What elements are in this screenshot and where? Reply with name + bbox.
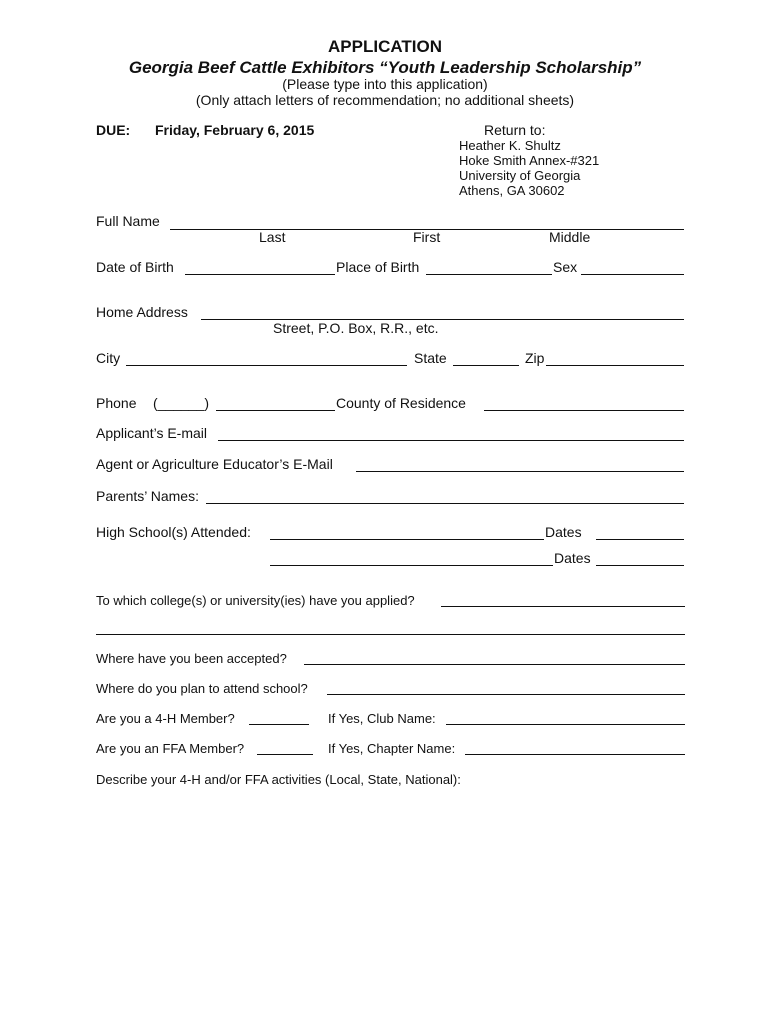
phone-field[interactable]	[216, 410, 335, 411]
attend-field[interactable]	[327, 694, 685, 695]
due-label: DUE:	[96, 122, 131, 138]
dob-label: Date of Birth	[96, 259, 174, 275]
return-name: Heather K. Shultz	[459, 138, 561, 153]
return-university: University of Georgia	[459, 168, 581, 183]
colleges-label: To which college(s) or university(ies) have you applied?	[96, 593, 415, 608]
ffa-field[interactable]	[257, 754, 313, 755]
agent-email-label: Agent or Agriculture Educator’s E-Mail	[96, 456, 333, 472]
accepted-label: Where have you been accepted?	[96, 651, 287, 666]
first-hint: First	[413, 229, 441, 245]
area-code-field[interactable]: (______)	[153, 395, 210, 411]
pob-label: Place of Birth	[336, 259, 420, 275]
city-field[interactable]	[126, 365, 407, 366]
colleges-field-2[interactable]	[96, 634, 685, 635]
dates-field-2[interactable]	[596, 565, 684, 566]
attend-label: Where do you plan to attend school?	[96, 681, 308, 696]
high-school-field-2[interactable]	[270, 565, 553, 566]
high-school-label: High School(s) Attended:	[96, 524, 251, 540]
return-building: Hoke Smith Annex-#321	[459, 153, 600, 168]
dob-field[interactable]	[185, 274, 335, 275]
zip-label: Zip	[525, 350, 545, 366]
home-address-label: Home Address	[96, 304, 188, 320]
sex-field[interactable]	[581, 274, 684, 275]
parents-label: Parents’ Names:	[96, 488, 199, 504]
email-label: Applicant’s E-mail	[96, 425, 208, 441]
dates-label-1: Dates	[545, 524, 582, 540]
attachment-note: (Only attach letters of recommendation; no additional sheets)	[195, 92, 575, 108]
state-label: State	[414, 350, 447, 366]
club-label: If Yes, Club Name:	[328, 711, 436, 726]
parents-field[interactable]	[206, 503, 684, 504]
email-field[interactable]	[218, 440, 684, 441]
dates-label-2: Dates	[554, 550, 591, 566]
accepted-field[interactable]	[304, 664, 685, 665]
colleges-field[interactable]	[441, 606, 685, 607]
address-hint: Street, P.O. Box, R.R., etc.	[273, 320, 439, 336]
agent-email-field[interactable]	[356, 471, 684, 472]
due-date: Friday, February 6, 2015	[155, 122, 315, 138]
pob-field[interactable]	[426, 274, 552, 275]
zip-field[interactable]	[546, 365, 684, 366]
chapter-field[interactable]	[465, 754, 685, 755]
fourh-label: Are you a 4-H Member?	[96, 711, 235, 726]
instruction-note: (Please type into this application)	[282, 76, 488, 92]
chapter-label: If Yes, Chapter Name:	[328, 741, 456, 756]
phone-label: Phone	[96, 395, 137, 411]
county-label: County of Residence	[336, 395, 466, 411]
describe-field[interactable]	[96, 792, 685, 992]
state-field[interactable]	[453, 365, 519, 366]
county-field[interactable]	[484, 410, 684, 411]
form-title: APPLICATION	[328, 37, 442, 56]
describe-label: Describe your 4-H and/or FFA activities (Local, State, National):	[96, 772, 461, 787]
city-label: City	[96, 350, 121, 366]
return-city: Athens, GA 30602	[459, 183, 565, 198]
last-hint: Last	[259, 229, 286, 245]
high-school-field-1[interactable]	[270, 539, 544, 540]
dates-field-1[interactable]	[596, 539, 684, 540]
club-field[interactable]	[446, 724, 685, 725]
return-to-label: Return to:	[484, 122, 546, 138]
middle-hint: Middle	[549, 229, 591, 245]
form-subtitle: Georgia Beef Cattle Exhibitors “Youth Leadership Scholarship”	[128, 58, 642, 77]
sex-label: Sex	[553, 259, 578, 275]
fourh-field[interactable]	[249, 724, 309, 725]
full-name-label: Full Name	[96, 213, 160, 229]
ffa-label: Are you an FFA Member?	[96, 741, 245, 756]
